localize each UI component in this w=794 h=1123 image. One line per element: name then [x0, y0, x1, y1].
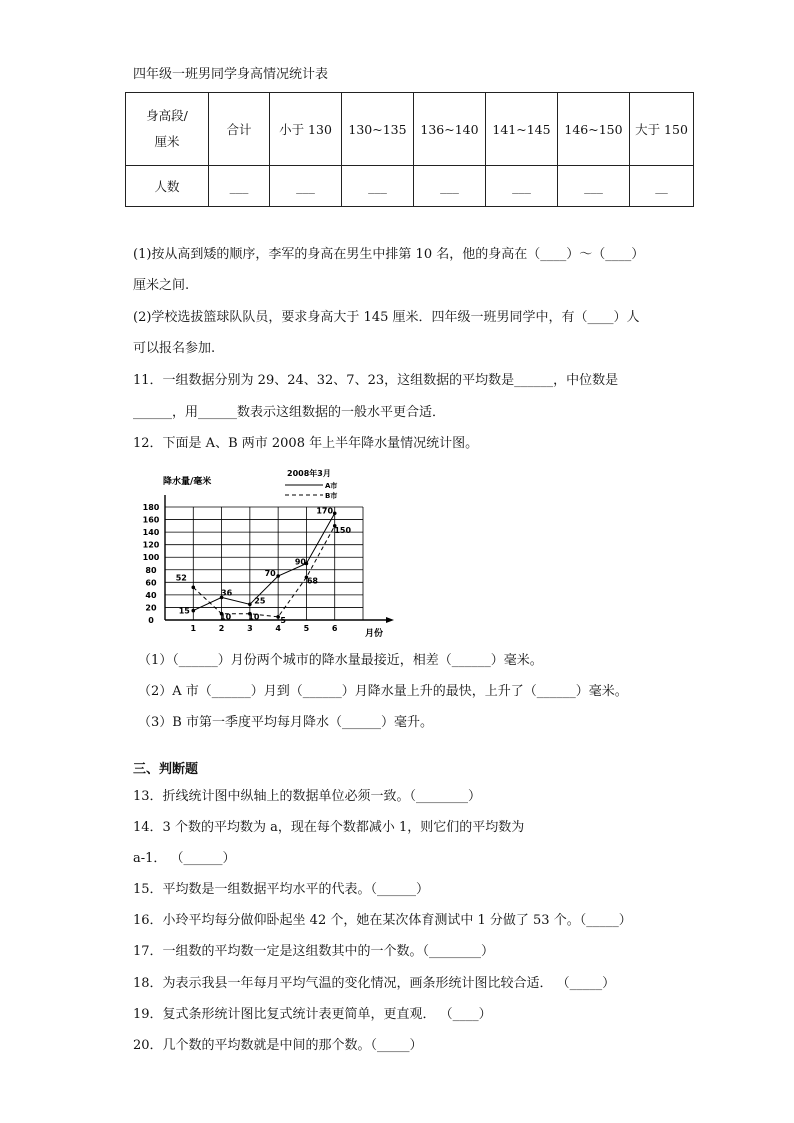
question-19: 19．复式条形统计图比复式统计表更简单，更直观． （____）: [133, 1007, 492, 1022]
rainfall-line-chart: [140, 465, 400, 643]
blank-cell[interactable]: ___: [414, 166, 486, 207]
row-label-cell: 人数: [126, 166, 209, 207]
question-14-line2: a-1． （______）: [133, 851, 236, 866]
header-cell: 130~135: [342, 93, 414, 166]
x-axis-label: 月份: [365, 629, 384, 639]
blank-cell[interactable]: __: [630, 166, 694, 207]
data-label: 170: [316, 506, 334, 516]
y-axis-label: 降水量/毫米: [163, 477, 212, 487]
question-15: 15．平均数是一组数据平均水平的代表。（______）: [133, 882, 430, 897]
data-label: 52: [175, 573, 187, 583]
header-cell: 146~150: [558, 93, 630, 166]
header-label-line2: 厘米: [154, 134, 180, 149]
question-13: 13．折线统计图中纵轴上的数据单位必须一致。（________）: [133, 789, 482, 804]
table-title: 四年级一班男同学身高情况统计表: [133, 67, 329, 82]
chart-axes: [165, 495, 394, 623]
section-3-heading: 三、判断题: [133, 762, 199, 777]
question-12-sub1: （1）（______）月份两个城市的降水量最接近，相差（______）毫米。: [138, 653, 543, 668]
data-label: 5: [280, 615, 286, 625]
blank-cell[interactable]: ___: [486, 166, 558, 207]
series-point: [191, 609, 195, 613]
x-tick-label: 4: [275, 624, 281, 633]
y-tick-label: 40: [145, 590, 157, 600]
question-20: 20．几个数的平均数就是中间的那个数。（_____）: [133, 1038, 423, 1053]
header-cell: 小于 130: [270, 93, 342, 166]
chart-title: 2008年3月: [287, 469, 331, 478]
question-11-line2: ______，用______数表示这组数据的一般水平更合适．: [133, 405, 446, 420]
question-17: 17．一组数的平均数一定是这组数其中的一个数。（________）: [133, 944, 495, 959]
question-16: 16．小玲平均每分做仰卧起坐 42 个，她在某次体育测试中 1 分做了 53 个。（_____）: [133, 913, 632, 928]
series-point: [276, 574, 280, 578]
data-label: 25: [254, 596, 266, 606]
data-label: 68: [306, 576, 318, 586]
question-2-line1: (2)学校选拔篮球队队员，要求身高大于 145 厘米．四年级一班男同学中，有（____）人: [133, 310, 640, 325]
y-tick-label: 140: [142, 528, 160, 538]
table-header-row: [126, 93, 694, 166]
chart-legend: [285, 481, 337, 500]
question-1-line1: (1)按从高到矮的顺序，李军的身高在男生中排第 10 名，他的身高在（____）～（____）: [133, 247, 645, 262]
y-tick-label: 60: [145, 578, 157, 588]
header-cell: 141~145: [486, 93, 558, 166]
x-tick-labels: [190, 624, 337, 633]
x-tick-label: 3: [247, 624, 253, 633]
y-tick-labels: [143, 503, 160, 625]
x-tick-label: 6: [331, 624, 338, 633]
question-14-line1: 14．3 个数的平均数为 a，现在每个数都减小 1，则它们的平均数为: [133, 820, 525, 835]
legend-label-a: A市: [325, 482, 338, 490]
data-label: 10: [248, 612, 260, 622]
question-12-sub2: （2）A 市（______）月到（______）月降水量上升的最快，上升了（______）毫米。: [138, 684, 628, 699]
y-tick-label: 120: [142, 540, 160, 550]
header-label-cell: [126, 93, 209, 166]
header-label-line1: 身高段/: [146, 108, 188, 123]
y-tick-label: 100: [142, 553, 160, 563]
blank-cell[interactable]: ___: [558, 166, 630, 207]
question-12: 12．下面是 A、B 两市 2008 年上半年降水量情况统计图。: [133, 436, 479, 451]
y-tick-label: 0: [148, 616, 154, 625]
question-2-line2: 可以报名参加.: [133, 341, 216, 356]
y-tick-label: 80: [145, 565, 157, 575]
header-cell: 合计: [209, 93, 270, 166]
data-label: 90: [294, 557, 306, 567]
y-tick-label: 180: [142, 503, 160, 512]
y-tick-label: 160: [142, 515, 160, 525]
question-11-line1: 11．一组数据分别为 29、24、32、7、23，这组数据的平均数是______，中位数是: [133, 373, 619, 388]
legend-label-b: B市: [325, 492, 338, 500]
question-1-line2: 厘米之间.: [133, 278, 190, 293]
data-label: 150: [334, 525, 352, 535]
height-stat-table: [125, 92, 694, 207]
data-label: 10: [220, 612, 232, 622]
data-label: 15: [178, 606, 190, 616]
x-axis-arrow: [386, 617, 394, 623]
x-tick-label: 5: [303, 624, 310, 633]
question-12-sub3: （3）B 市第一季度平均每月降水（______）毫升。: [138, 715, 433, 730]
series-point: [333, 511, 337, 515]
blank-cell[interactable]: ___: [270, 166, 342, 207]
data-label: 36: [221, 588, 233, 598]
y-tick-label: 20: [145, 603, 157, 613]
blank-cell[interactable]: ___: [209, 166, 270, 207]
x-tick-label: 1: [190, 624, 197, 633]
series-point: [248, 603, 252, 607]
header-cell: 136~140: [414, 93, 486, 166]
question-18: 18．为表示我县一年每月平均气温的变化情况，画条形统计图比较合适． （_____）: [133, 976, 616, 991]
x-tick-label: 2: [218, 624, 225, 633]
table-count-row: [126, 166, 694, 207]
data-label: 70: [264, 569, 276, 579]
header-cell: 大于 150: [630, 93, 694, 166]
blank-cell[interactable]: ___: [342, 166, 414, 207]
series-point: [191, 586, 195, 590]
